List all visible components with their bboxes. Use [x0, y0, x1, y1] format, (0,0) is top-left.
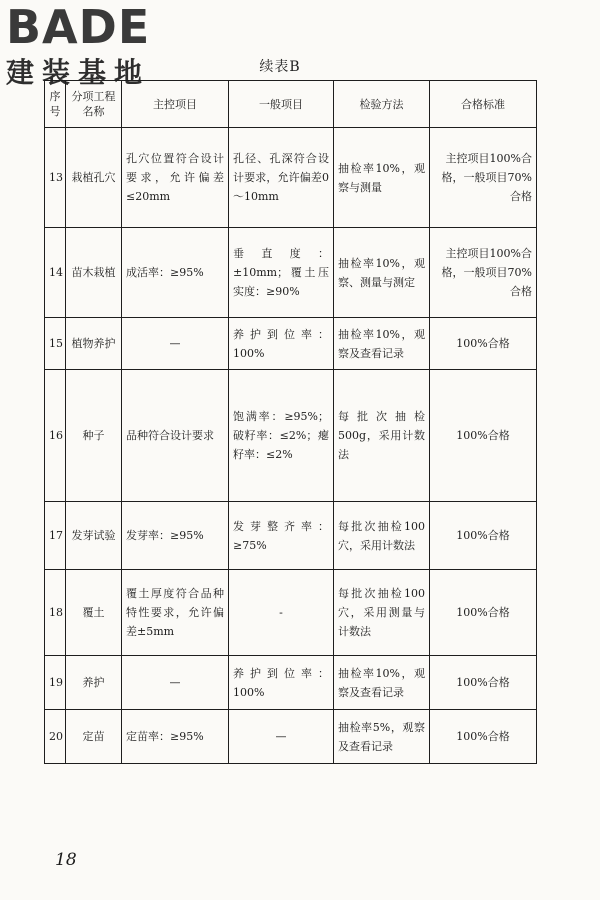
general-item: —: [229, 710, 334, 764]
header-method: 检验方法: [334, 81, 430, 128]
row-number: 15: [45, 318, 66, 370]
inspection-method: 每批次抽检100穴，采用计数法: [334, 502, 430, 570]
logo-latin-text: BADE: [6, 0, 151, 54]
logo: [6, 0, 186, 90]
header-general-items: 一般项目: [229, 81, 334, 128]
acceptance-standard: 100%合格: [430, 710, 537, 764]
general-item: 孔径、孔深符合设计要求，允许偏差0～10mm: [229, 128, 334, 228]
item-name: 植物养护: [66, 318, 122, 370]
table-row: [45, 370, 537, 502]
acceptance-standard: 主控项目100%合格，一般项目70%合格: [430, 228, 537, 318]
general-item: -: [229, 570, 334, 656]
inspection-method: 抽检率10%，观察、测量与测定: [334, 228, 430, 318]
main-item: 发芽率：≥95%: [122, 502, 229, 570]
general-item: 饱满率：≥95%；破籽率：≤2%；瘪籽率：≤2%: [229, 370, 334, 502]
item-name: 种子: [66, 370, 122, 502]
inspection-table: [44, 80, 537, 764]
inspection-method: 抽检率10%，观察与测量: [334, 128, 430, 228]
row-number: 14: [45, 228, 66, 318]
table-row: [45, 656, 537, 710]
header-no: 序号: [45, 81, 66, 128]
table-row: [45, 710, 537, 764]
item-name: 栽植孔穴: [66, 128, 122, 228]
item-name: 定苗: [66, 710, 122, 764]
acceptance-standard: 100%合格: [430, 370, 537, 502]
item-name: 覆土: [66, 570, 122, 656]
acceptance-standard: 100%合格: [430, 318, 537, 370]
main-item: 覆土厚度符合品种特性要求，允许偏差±5mm: [122, 570, 229, 656]
header-main-items: 主控项目: [122, 81, 229, 128]
item-name: 发芽试验: [66, 502, 122, 570]
main-item: 孔穴位置符合设计要求，允许偏差≤20mm: [122, 128, 229, 228]
header-standard: 合格标准: [430, 81, 537, 128]
inspection-method: 抽检率10%，观察及查看记录: [334, 656, 430, 710]
table-row: [45, 502, 537, 570]
page-number: 18: [55, 850, 77, 870]
row-number: 20: [45, 710, 66, 764]
main-item: 定苗率：≥95%: [122, 710, 229, 764]
main-item: 成活率：≥95%: [122, 228, 229, 318]
item-name: 苗木栽植: [66, 228, 122, 318]
table-row: [45, 318, 537, 370]
main-item: —: [122, 656, 229, 710]
row-number: 16: [45, 370, 66, 502]
acceptance-standard: 100%合格: [430, 570, 537, 656]
inspection-method: 每批次抽检100穴，采用测量与计数法: [334, 570, 430, 656]
table-row: [45, 228, 537, 318]
table-row: [45, 570, 537, 656]
acceptance-standard: 100%合格: [430, 502, 537, 570]
table-caption: 续表B: [259, 59, 301, 75]
logo-chinese-text: 建装基地: [6, 56, 151, 89]
inspection-method: 每批次抽检500g，采用计数法: [334, 370, 430, 502]
main-item: —: [122, 318, 229, 370]
acceptance-standard: 主控项目100%合格，一般项目70%合格: [430, 128, 537, 228]
table-header-row: [45, 81, 537, 128]
row-number: 13: [45, 128, 66, 228]
row-number: 19: [45, 656, 66, 710]
general-item: 发芽整齐率：≥75%: [229, 502, 334, 570]
general-item: 养护到位率：100%: [229, 656, 334, 710]
inspection-method: 抽检率5%，观察及查看记录: [334, 710, 430, 764]
table-row: [45, 128, 537, 228]
row-number: 18: [45, 570, 66, 656]
acceptance-standard: 100%合格: [430, 656, 537, 710]
header-name: 分项工程名称: [66, 81, 122, 128]
main-item: 品种符合设计要求: [122, 370, 229, 502]
general-item: 养护到位率：100%: [229, 318, 334, 370]
row-number: 17: [45, 502, 66, 570]
general-item: 垂直度：±10mm；覆土压实度：≥90%: [229, 228, 334, 318]
inspection-method: 抽检率10%，观察及查看记录: [334, 318, 430, 370]
item-name: 养护: [66, 656, 122, 710]
